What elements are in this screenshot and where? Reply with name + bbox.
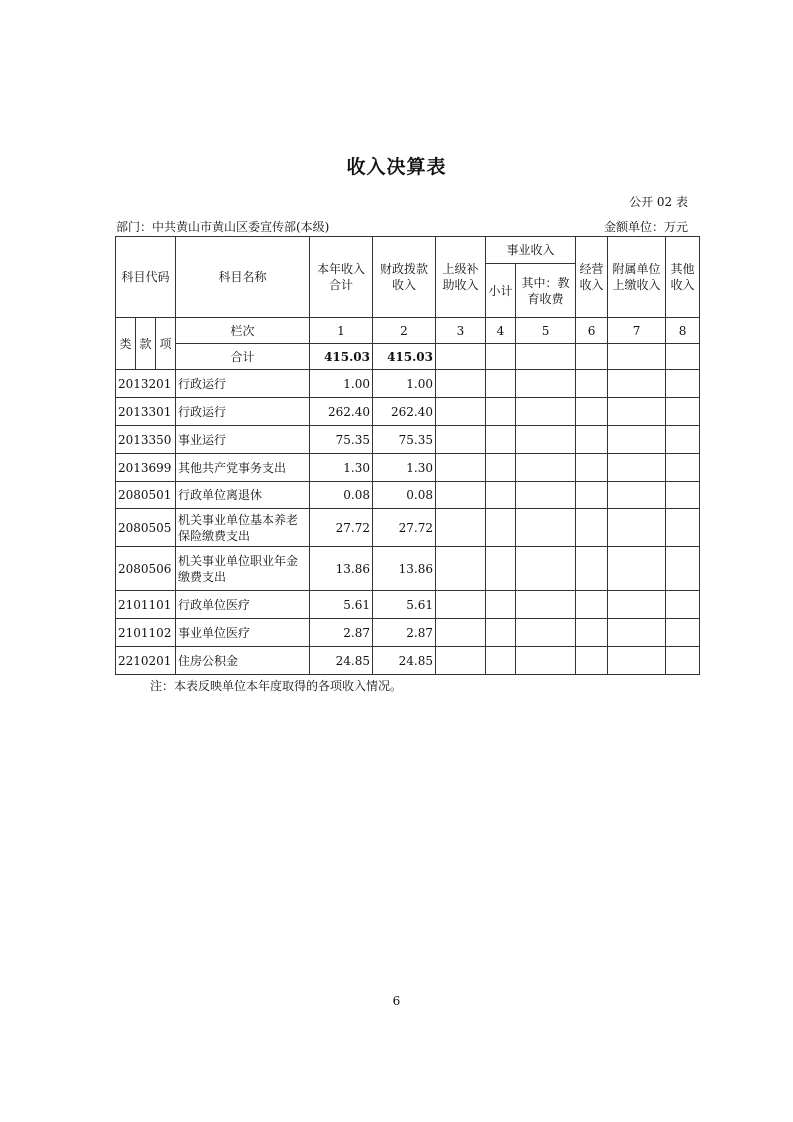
- row-name: 事业运行: [176, 426, 310, 454]
- department-label: 部门：中共黄山市黄山区委宣传部(本级): [116, 220, 330, 234]
- col-num-7: 7: [608, 318, 666, 344]
- header-lei: 类: [116, 318, 136, 370]
- row-code: 2080505: [116, 509, 176, 547]
- row-fiscal: 262.40: [373, 398, 436, 426]
- row-name: 行政单位医疗: [176, 591, 310, 619]
- header-other: 其他收入: [666, 237, 700, 318]
- row-name: 机关事业单位职业年金缴费支出: [176, 547, 310, 591]
- header-kuan: 款: [136, 318, 156, 370]
- row-total: 75.35: [310, 426, 373, 454]
- table-row: [116, 454, 700, 482]
- sum-label: 合计: [176, 344, 310, 370]
- header-edu: 其中：教育收费: [516, 264, 576, 318]
- header-xiang: 项: [156, 318, 176, 370]
- row-total: 1.30: [310, 454, 373, 482]
- row-fiscal: 5.61: [373, 591, 436, 619]
- table-row: [116, 482, 700, 509]
- row-fiscal: 1.00: [373, 370, 436, 398]
- col-num-3: 3: [436, 318, 486, 344]
- table-note: 注：本表反映单位本年度取得的各项收入情况。: [150, 679, 403, 693]
- page-title: 收入决算表: [346, 156, 447, 178]
- row-code: 2013301: [116, 398, 176, 426]
- row-fiscal: 75.35: [373, 426, 436, 454]
- row-total: 27.72: [310, 509, 373, 547]
- table-row: [116, 619, 700, 647]
- row-total: 24.85: [310, 647, 373, 675]
- header-operating: 经营收入: [576, 237, 608, 318]
- row-code: 2080506: [116, 547, 176, 591]
- row-name: 机关事业单位基本养老保险缴费支出: [176, 509, 310, 547]
- row-name: 事业单位医疗: [176, 619, 310, 647]
- col-num-4: 4: [486, 318, 516, 344]
- row-code: 2210201: [116, 647, 176, 675]
- col-num-5: 5: [516, 318, 576, 344]
- row-total: 5.61: [310, 591, 373, 619]
- form-number: 公开 02 表: [629, 195, 688, 209]
- row-name: 行政运行: [176, 370, 310, 398]
- row-code: 2101102: [116, 619, 176, 647]
- row-fiscal: 13.86: [373, 547, 436, 591]
- page-number: 6: [392, 994, 401, 1008]
- col-num-2: 2: [373, 318, 436, 344]
- row-fiscal: 24.85: [373, 647, 436, 675]
- table-row: [116, 509, 700, 547]
- row-total: 2.87: [310, 619, 373, 647]
- header-row-1: [116, 237, 700, 264]
- row-name: 行政单位离退休: [176, 482, 310, 509]
- table-row: [116, 370, 700, 398]
- row-code: 2013699: [116, 454, 176, 482]
- row-code: 2013201: [116, 370, 176, 398]
- row-fiscal: 0.08: [373, 482, 436, 509]
- table-row: [116, 426, 700, 454]
- row-code: 2080501: [116, 482, 176, 509]
- amount-unit-label: 金额单位：万元: [603, 220, 688, 234]
- header-fiscal: 财政拨款收入: [373, 237, 436, 318]
- row-name: 行政运行: [176, 398, 310, 426]
- table-row: [116, 647, 700, 675]
- col-num-1: 1: [310, 318, 373, 344]
- sum-row: [116, 344, 700, 370]
- header-code: 科目代码: [116, 237, 176, 318]
- sum-total: 415.03: [310, 344, 373, 370]
- row-total: 13.86: [310, 547, 373, 591]
- row-fiscal: 2.87: [373, 619, 436, 647]
- income-table: [115, 236, 700, 675]
- row-code: 2101101: [116, 591, 176, 619]
- col-num-6: 6: [576, 318, 608, 344]
- header-name: 科目名称: [176, 237, 310, 318]
- row-total: 262.40: [310, 398, 373, 426]
- row-total: 1.00: [310, 370, 373, 398]
- row-name: 住房公积金: [176, 647, 310, 675]
- table-row: [116, 398, 700, 426]
- header-superior: 上级补助收入: [436, 237, 486, 318]
- column-order-label: 栏次: [176, 318, 310, 344]
- header-total: 本年收入合计: [310, 237, 373, 318]
- row-name: 其他共产党事务支出: [176, 454, 310, 482]
- header-subtotal: 小计: [486, 264, 516, 318]
- column-number-row: [116, 318, 700, 344]
- header-business: 事业收入: [486, 237, 576, 264]
- header-affiliated: 附属单位上缴收入: [608, 237, 666, 318]
- row-fiscal: 27.72: [373, 509, 436, 547]
- col-num-8: 8: [666, 318, 700, 344]
- row-code: 2013350: [116, 426, 176, 454]
- row-fiscal: 1.30: [373, 454, 436, 482]
- row-total: 0.08: [310, 482, 373, 509]
- table-row: [116, 591, 700, 619]
- sum-fiscal: 415.03: [373, 344, 436, 370]
- table-row: [116, 547, 700, 591]
